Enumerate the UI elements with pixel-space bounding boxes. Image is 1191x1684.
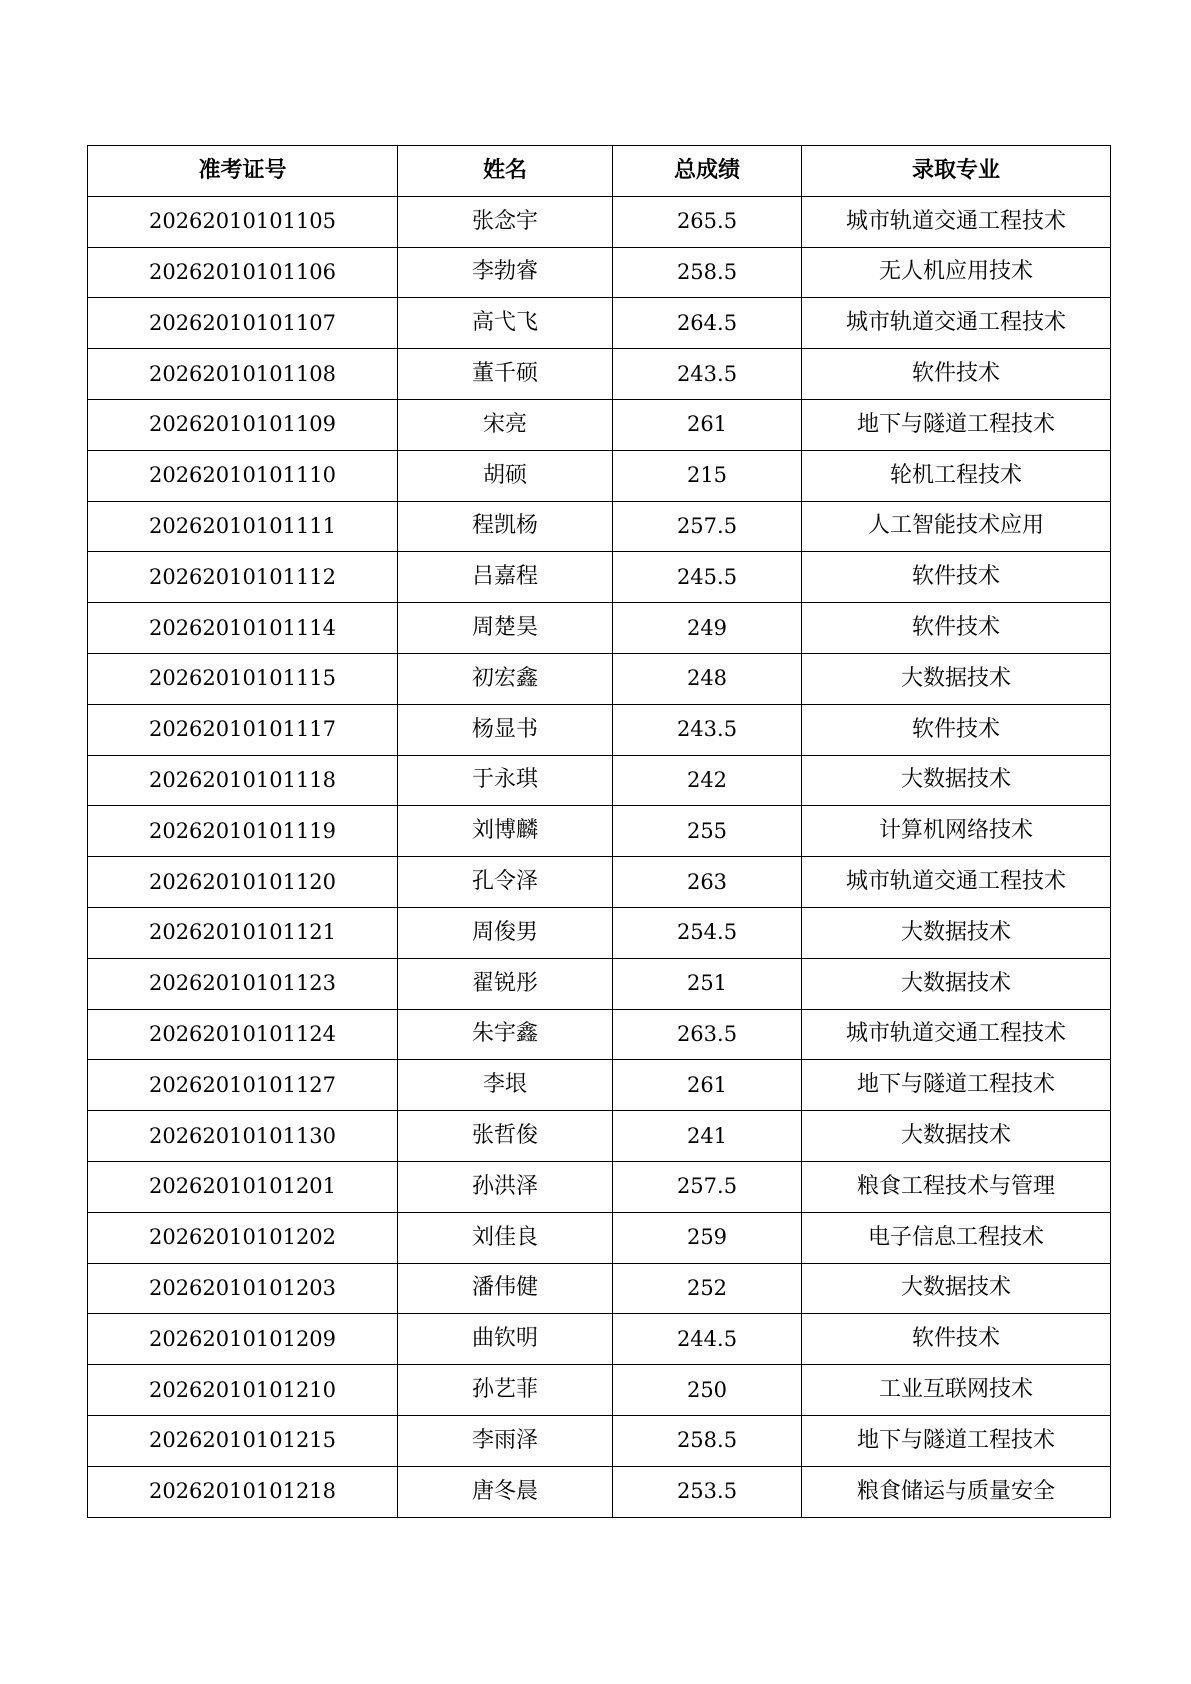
cell-total-score: 255 bbox=[613, 806, 802, 857]
cell-admitted-major: 人工智能技术应用 bbox=[802, 501, 1111, 552]
cell-total-score: 253.5 bbox=[613, 1466, 802, 1517]
header-total-score: 总成绩 bbox=[613, 146, 802, 197]
cell-total-score: 248 bbox=[613, 653, 802, 704]
cell-admitted-major: 地下与隧道工程技术 bbox=[802, 1415, 1111, 1466]
cell-name: 孙艺菲 bbox=[398, 1365, 613, 1416]
table-row bbox=[88, 1466, 1111, 1517]
cell-exam-id: 20262010101130 bbox=[88, 1111, 398, 1162]
cell-admitted-major: 软件技术 bbox=[802, 704, 1111, 755]
cell-admitted-major: 城市轨道交通工程技术 bbox=[802, 857, 1111, 908]
cell-admitted-major: 软件技术 bbox=[802, 1314, 1111, 1365]
table-row bbox=[88, 1212, 1111, 1263]
table-row bbox=[88, 1314, 1111, 1365]
cell-total-score: 257.5 bbox=[613, 501, 802, 552]
table-row bbox=[88, 399, 1111, 450]
cell-name: 初宏鑫 bbox=[398, 653, 613, 704]
table-row bbox=[88, 958, 1111, 1009]
table-row bbox=[88, 1365, 1111, 1416]
cell-exam-id: 20262010101115 bbox=[88, 653, 398, 704]
cell-name: 高弋飞 bbox=[398, 298, 613, 349]
cell-admitted-major: 粮食储运与质量安全 bbox=[802, 1466, 1111, 1517]
cell-name: 唐冬晨 bbox=[398, 1466, 613, 1517]
cell-total-score: 251 bbox=[613, 958, 802, 1009]
cell-name: 李勃睿 bbox=[398, 247, 613, 298]
cell-exam-id: 20262010101209 bbox=[88, 1314, 398, 1365]
cell-name: 杨显书 bbox=[398, 704, 613, 755]
cell-name: 周俊男 bbox=[398, 907, 613, 958]
cell-admitted-major: 大数据技术 bbox=[802, 958, 1111, 1009]
cell-exam-id: 20262010101123 bbox=[88, 958, 398, 1009]
cell-name: 张哲俊 bbox=[398, 1111, 613, 1162]
cell-exam-id: 20262010101111 bbox=[88, 501, 398, 552]
cell-exam-id: 20262010101117 bbox=[88, 704, 398, 755]
cell-total-score: 245.5 bbox=[613, 552, 802, 603]
table-body bbox=[88, 196, 1111, 1517]
cell-exam-id: 20262010101109 bbox=[88, 399, 398, 450]
cell-admitted-major: 大数据技术 bbox=[802, 653, 1111, 704]
cell-total-score: 243.5 bbox=[613, 349, 802, 400]
cell-admitted-major: 城市轨道交通工程技术 bbox=[802, 298, 1111, 349]
cell-name: 董千硕 bbox=[398, 349, 613, 400]
table-row bbox=[88, 501, 1111, 552]
cell-admitted-major: 工业互联网技术 bbox=[802, 1365, 1111, 1416]
cell-name: 刘博麟 bbox=[398, 806, 613, 857]
cell-exam-id: 20262010101202 bbox=[88, 1212, 398, 1263]
cell-name: 潘伟健 bbox=[398, 1263, 613, 1314]
cell-name: 刘佳良 bbox=[398, 1212, 613, 1263]
cell-admitted-major: 软件技术 bbox=[802, 349, 1111, 400]
cell-exam-id: 20262010101124 bbox=[88, 1009, 398, 1060]
cell-exam-id: 20262010101108 bbox=[88, 349, 398, 400]
table-row bbox=[88, 552, 1111, 603]
cell-total-score: 258.5 bbox=[613, 1415, 802, 1466]
cell-exam-id: 20262010101119 bbox=[88, 806, 398, 857]
cell-total-score: 249 bbox=[613, 603, 802, 654]
cell-name: 朱宇鑫 bbox=[398, 1009, 613, 1060]
table-row bbox=[88, 1263, 1111, 1314]
table-row bbox=[88, 653, 1111, 704]
table-row bbox=[88, 806, 1111, 857]
cell-name: 于永琪 bbox=[398, 755, 613, 806]
cell-name: 孔令泽 bbox=[398, 857, 613, 908]
header-admitted-major: 录取专业 bbox=[802, 146, 1111, 197]
cell-admitted-major: 软件技术 bbox=[802, 603, 1111, 654]
cell-total-score: 250 bbox=[613, 1365, 802, 1416]
table-row bbox=[88, 450, 1111, 501]
table-row bbox=[88, 349, 1111, 400]
table-row bbox=[88, 907, 1111, 958]
cell-exam-id: 20262010101112 bbox=[88, 552, 398, 603]
cell-admitted-major: 大数据技术 bbox=[802, 755, 1111, 806]
cell-admitted-major: 大数据技术 bbox=[802, 1111, 1111, 1162]
cell-admitted-major: 城市轨道交通工程技术 bbox=[802, 196, 1111, 247]
cell-total-score: 261 bbox=[613, 399, 802, 450]
cell-admitted-major: 大数据技术 bbox=[802, 907, 1111, 958]
cell-name: 吕嘉程 bbox=[398, 552, 613, 603]
cell-exam-id: 20262010101215 bbox=[88, 1415, 398, 1466]
table-row bbox=[88, 755, 1111, 806]
table-row bbox=[88, 603, 1111, 654]
cell-admitted-major: 地下与隧道工程技术 bbox=[802, 399, 1111, 450]
cell-admitted-major: 地下与隧道工程技术 bbox=[802, 1060, 1111, 1111]
header-row bbox=[88, 146, 1111, 197]
cell-admitted-major: 计算机网络技术 bbox=[802, 806, 1111, 857]
table-row bbox=[88, 857, 1111, 908]
table-row bbox=[88, 704, 1111, 755]
cell-name: 李雨泽 bbox=[398, 1415, 613, 1466]
cell-total-score: 264.5 bbox=[613, 298, 802, 349]
cell-name: 宋亮 bbox=[398, 399, 613, 450]
cell-total-score: 259 bbox=[613, 1212, 802, 1263]
cell-total-score: 257.5 bbox=[613, 1161, 802, 1212]
cell-total-score: 241 bbox=[613, 1111, 802, 1162]
cell-exam-id: 20262010101120 bbox=[88, 857, 398, 908]
cell-exam-id: 20262010101110 bbox=[88, 450, 398, 501]
cell-total-score: 263 bbox=[613, 857, 802, 908]
cell-exam-id: 20262010101107 bbox=[88, 298, 398, 349]
cell-exam-id: 20262010101121 bbox=[88, 907, 398, 958]
cell-name: 胡硕 bbox=[398, 450, 613, 501]
table-row bbox=[88, 196, 1111, 247]
cell-admitted-major: 软件技术 bbox=[802, 552, 1111, 603]
cell-exam-id: 20262010101201 bbox=[88, 1161, 398, 1212]
cell-admitted-major: 电子信息工程技术 bbox=[802, 1212, 1111, 1263]
table-row bbox=[88, 1161, 1111, 1212]
table-row bbox=[88, 1111, 1111, 1162]
cell-exam-id: 20262010101218 bbox=[88, 1466, 398, 1517]
cell-total-score: 243.5 bbox=[613, 704, 802, 755]
cell-exam-id: 20262010101203 bbox=[88, 1263, 398, 1314]
cell-total-score: 244.5 bbox=[613, 1314, 802, 1365]
table-row bbox=[88, 1415, 1111, 1466]
cell-total-score: 263.5 bbox=[613, 1009, 802, 1060]
cell-admitted-major: 城市轨道交通工程技术 bbox=[802, 1009, 1111, 1060]
cell-exam-id: 20262010101106 bbox=[88, 247, 398, 298]
cell-total-score: 215 bbox=[613, 450, 802, 501]
table-row bbox=[88, 247, 1111, 298]
cell-exam-id: 20262010101210 bbox=[88, 1365, 398, 1416]
admission-results-table bbox=[87, 145, 1111, 1518]
header-exam-id: 准考证号 bbox=[88, 146, 398, 197]
cell-name: 翟锐彤 bbox=[398, 958, 613, 1009]
table-row bbox=[88, 1060, 1111, 1111]
cell-admitted-major: 无人机应用技术 bbox=[802, 247, 1111, 298]
table-header bbox=[88, 146, 1111, 197]
cell-total-score: 265.5 bbox=[613, 196, 802, 247]
cell-name: 孙洪泽 bbox=[398, 1161, 613, 1212]
cell-total-score: 242 bbox=[613, 755, 802, 806]
header-name: 姓名 bbox=[398, 146, 613, 197]
table-row bbox=[88, 298, 1111, 349]
cell-total-score: 254.5 bbox=[613, 907, 802, 958]
cell-admitted-major: 轮机工程技术 bbox=[802, 450, 1111, 501]
cell-exam-id: 20262010101114 bbox=[88, 603, 398, 654]
cell-exam-id: 20262010101118 bbox=[88, 755, 398, 806]
cell-name: 周楚昊 bbox=[398, 603, 613, 654]
cell-name: 程凯杨 bbox=[398, 501, 613, 552]
cell-name: 曲钦明 bbox=[398, 1314, 613, 1365]
cell-total-score: 252 bbox=[613, 1263, 802, 1314]
cell-name: 李垠 bbox=[398, 1060, 613, 1111]
table-row bbox=[88, 1009, 1111, 1060]
cell-total-score: 261 bbox=[613, 1060, 802, 1111]
cell-name: 张念宇 bbox=[398, 196, 613, 247]
cell-exam-id: 20262010101127 bbox=[88, 1060, 398, 1111]
cell-total-score: 258.5 bbox=[613, 247, 802, 298]
cell-admitted-major: 粮食工程技术与管理 bbox=[802, 1161, 1111, 1212]
cell-exam-id: 20262010101105 bbox=[88, 196, 398, 247]
cell-admitted-major: 大数据技术 bbox=[802, 1263, 1111, 1314]
